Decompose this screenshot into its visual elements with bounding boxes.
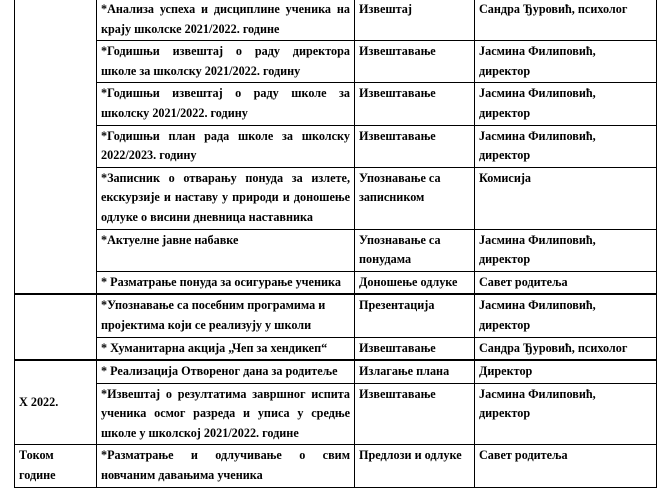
form-cell: Презентација bbox=[355, 294, 475, 337]
responsible-line: Комисија bbox=[479, 170, 531, 185]
responsible-cell bbox=[475, 229, 657, 271]
content-cell bbox=[97, 0, 355, 41]
table-row bbox=[15, 125, 657, 167]
content-line: школе у школској 2021/2022. године bbox=[101, 425, 299, 440]
content-line: * Хуманитарна акција „Чеп за хендикеп“ bbox=[101, 340, 328, 355]
content-line: * Реализација Отвореног дана за родитеље bbox=[101, 364, 338, 379]
period-cell bbox=[15, 0, 97, 294]
table-row bbox=[15, 360, 657, 383]
responsible-cell bbox=[475, 445, 657, 487]
table-row bbox=[15, 41, 657, 83]
content-line: 2022/2023. годину bbox=[101, 148, 197, 163]
content-line: новчаним давањима ученика bbox=[101, 468, 263, 483]
form-cell: Извештавање bbox=[355, 83, 475, 125]
table-row bbox=[15, 83, 657, 125]
form-cell: Извештавање bbox=[355, 337, 475, 360]
responsible-line: Јасмина Филиповић, bbox=[479, 298, 596, 313]
responsible-cell bbox=[475, 0, 657, 41]
responsible-line: директор bbox=[479, 317, 531, 332]
content-line: школску 2021/2022. годину bbox=[101, 105, 248, 120]
form-cell: Излагање плана bbox=[355, 360, 475, 383]
period-cell bbox=[15, 294, 97, 360]
content-line: крају школске 2021/2022. године bbox=[101, 21, 280, 36]
responsible-line: Сандра Ђуровић, психолог bbox=[479, 2, 628, 16]
form-cell: Упознавање са записником bbox=[355, 167, 475, 229]
content-line: *Годишњи извештај о раду школе за bbox=[101, 86, 350, 101]
responsible-line: Јасмина Филиповић, bbox=[479, 44, 596, 59]
form-cell: Извештавање bbox=[355, 125, 475, 167]
content-line: школе за школску 2021/2022. годину bbox=[101, 63, 301, 78]
form-cell: Извештај bbox=[355, 0, 475, 41]
responsible-line: Директор bbox=[479, 364, 533, 379]
responsible-cell bbox=[475, 337, 657, 360]
responsible-line: Јасмина Филиповић, bbox=[479, 128, 596, 143]
content-line: ученика осмог разреда и уписа у средње bbox=[101, 406, 350, 421]
table-row bbox=[15, 294, 657, 337]
content-cell bbox=[97, 229, 355, 271]
table-row bbox=[15, 167, 657, 229]
responsible-line: Јасмина Филиповић, bbox=[479, 86, 596, 101]
responsible-line: Јасмина Филиповић, bbox=[479, 386, 596, 401]
responsible-line: директор bbox=[479, 148, 531, 163]
responsible-line: директор bbox=[479, 252, 531, 267]
form-cell: Извештавање bbox=[355, 41, 475, 83]
content-cell bbox=[97, 337, 355, 360]
content-line: одлуке о висини дневница наставника bbox=[101, 209, 313, 224]
content-line: екскурзије и наставу у природи и доношење bbox=[101, 190, 350, 205]
period-cell: X 2022. bbox=[15, 360, 97, 445]
table-row bbox=[15, 0, 657, 41]
responsible-line: директор bbox=[479, 63, 531, 78]
responsible-cell bbox=[475, 167, 657, 229]
form-cell: Предлози и одлуке bbox=[355, 445, 475, 487]
responsible-cell bbox=[475, 125, 657, 167]
content-line: *Записник о отварању понуда за излете, bbox=[101, 170, 350, 185]
responsible-cell bbox=[475, 83, 657, 125]
content-cell bbox=[97, 445, 355, 487]
plan-table bbox=[14, 0, 657, 488]
table-row bbox=[15, 337, 657, 360]
content-cell bbox=[97, 167, 355, 229]
table-row bbox=[15, 445, 657, 487]
table-row bbox=[15, 271, 657, 294]
responsible-line: Савет родитеља bbox=[479, 274, 568, 289]
responsible-line: директор bbox=[479, 105, 531, 120]
content-cell bbox=[97, 41, 355, 83]
form-cell: Доношење одлуке bbox=[355, 271, 475, 294]
content-cell bbox=[97, 383, 355, 445]
content-line: *Разматрање и одлучивање о свим bbox=[101, 448, 350, 463]
content-line: *Анализа успеха и дисциплине ученика на bbox=[101, 2, 350, 16]
content-line: *Годишњи извештај о раду директора bbox=[101, 44, 350, 59]
responsible-cell bbox=[475, 383, 657, 445]
responsible-line: Сандра Ђуровић, психолог bbox=[479, 340, 628, 355]
content-line: пројектима који се реализују у школи bbox=[101, 317, 312, 332]
responsible-line: Савет родитеља bbox=[479, 448, 568, 463]
responsible-cell bbox=[475, 294, 657, 337]
form-cell: Извештавање bbox=[355, 383, 475, 445]
content-line: *Актуелне јавне набавке bbox=[101, 232, 239, 247]
content-line: *Упознавање са посебним програмима и bbox=[101, 298, 326, 313]
content-cell bbox=[97, 360, 355, 383]
content-cell bbox=[97, 125, 355, 167]
content-line: * Разматрање понуда за осигурање ученика bbox=[101, 274, 341, 289]
table-row bbox=[15, 383, 657, 445]
table-row bbox=[15, 229, 657, 271]
content-cell bbox=[97, 294, 355, 337]
responsible-line: директор bbox=[479, 406, 531, 421]
content-line: *Годишњи план рада школе за школску bbox=[101, 128, 350, 143]
content-line: *Извештај о резултатима завршног испита bbox=[101, 386, 350, 401]
period-cell: Током године bbox=[15, 445, 97, 487]
form-cell: Упознавање са понудама bbox=[355, 229, 475, 271]
responsible-cell bbox=[475, 41, 657, 83]
content-cell bbox=[97, 271, 355, 294]
content-cell bbox=[97, 83, 355, 125]
responsible-cell bbox=[475, 271, 657, 294]
responsible-line: Јасмина Филиповић, bbox=[479, 232, 596, 247]
responsible-cell bbox=[475, 360, 657, 383]
